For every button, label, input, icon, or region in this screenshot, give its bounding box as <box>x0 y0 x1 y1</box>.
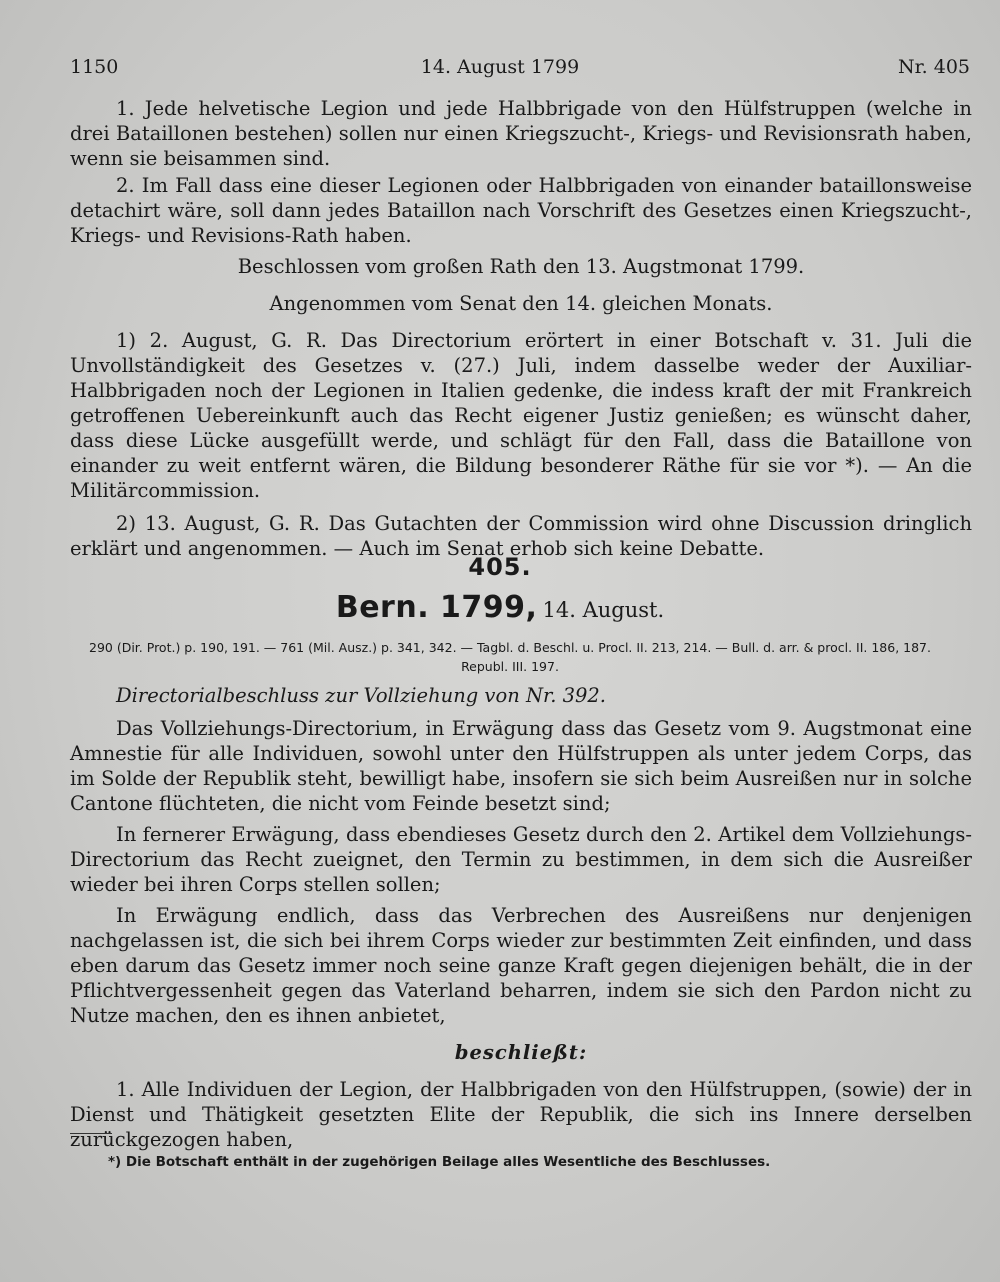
decree-article-1: 1. Alle Individuen der Legion, der Halbbrigaden von den Hülfstruppen, (sowie) der in Dienst und Thätigkeit gesetzten Elite der Republik, die sich ins Innere derselben zurückgezogen haben, <box>70 1078 972 1151</box>
decree-paragraph-1: Das Vollziehungs-Directorium, in Erwägung dass das Gesetz vom 9. Augstmonat eine Amnestie für alle Individuen, sowohl unter den Hülfstruppen als unter jedem Corps, das im Solde der Republik steht, bewilligt habe, insofern sie sich beim Ausreißen nur in solche Cantone flüchteten, die nicht vom Feinde besetzt sind; <box>70 717 972 815</box>
decree-paragraph-3: In Erwägung endlich, dass das Verbrechen des Ausreißens nur denjenigen nachgelassen ist, die sich bei ihrem Corps wieder zur bestimmten Zeit einfinden, und dass eben darum das Gesetz immer noch seine ganze Kraft gegen diejenigen behält, die in der Pflichtvergessenheit gegen das Vaterland beharren, indem sie sich den Pardon nicht zu Nutze machen, den es ihnen anbietet, <box>70 904 972 1027</box>
continued-law-text <box>70 96 972 561</box>
note-1: 1) 2. August, G. R. Das Directorium erörtert in einer Botschaft v. 31. Juli die Unvollständigkeit des Gesetzes v. (27.) Juli, indem dasselbe weder der Auxiliar-Halbbrigaden noch der Legionen in Italien gedenke, die indess kraft der mit Frankreich getroffenen Uebereinkunft auch das Recht eigener Justiz genießen; es wünscht daher, dass diese Lücke ausgefüllt werde, und schlägt für den Fall, dass die Bataillone von einander zu weit entfernt wären, die Bildung besonderer Räthe für sie vor *). — An die Militärcommission. <box>70 329 972 502</box>
decision-great-council: Beschlossen vom großen Rath den 13. Augstmonat 1799. <box>237 255 805 278</box>
decree-text <box>70 683 972 1152</box>
page-number: 1150 <box>70 56 119 78</box>
source-references-line-2: Republ. III. 197. <box>461 659 559 674</box>
running-header-date: 14. August 1799 <box>420 56 580 78</box>
source-references-line-1: 290 (Dir. Prot.) p. 190, 191. — 761 (Mil. Ausz.) p. 341, 342. — Tagbl. d. Beschl. u. Procl. II. 213, 214. — Bull. d. arr. & procl. II. 186, 187. <box>89 640 931 655</box>
article-2: 2. Im Fall dass eine dieser Legionen oder Halbbrigaden von einander bataillonsweise detachirt wäre, soll dann jedes Bataillon nach Vorschrift des Gesetzes einen Kriegszucht-, Kriegs- und Revisions-Rath haben. <box>70 174 972 247</box>
note-2: 2) 13. August, G. R. Das Gutachten der Commission wird ohne Discussion dringlich erklärt und angenommen. — Auch im Senat erhob sich keine Debatte. <box>70 512 972 560</box>
resolves-heading: beschließt: <box>454 1041 588 1064</box>
article-1: 1. Jede helvetische Legion und jede Halbbrigade von den Hülfstruppen (welche in drei Bataillonen bestehen) sollen nur einen Kriegszucht-, Kriegs- und Revisionsrath haben, wenn sie beisammen sind. <box>70 97 972 170</box>
source-references <box>60 638 960 676</box>
section-date: 14. August. <box>542 598 665 622</box>
section-number: 405. <box>468 553 532 581</box>
footnote: *) Die Botschaft enthält in der zugehörigen Beilage alles Wesentliche des Beschlusses. <box>108 1154 771 1170</box>
entry-number: Nr. 405 <box>898 56 970 78</box>
decree-paragraph-2: In fernerer Erwägung, dass ebendieses Gesetz durch den 2. Artikel dem Vollziehungs-Directorium das Recht zueignet, den Termin zu bestimmen, in dem sich die Ausreißer wieder bei ihren Corps stellen sollen; <box>70 823 972 896</box>
place-year: Bern. 1799, <box>335 590 538 625</box>
footnote-rule <box>70 1133 112 1134</box>
decision-senate: Angenommen vom Senat den 14. gleichen Monats. <box>269 292 773 315</box>
decree-title: Directorialbeschluss zur Vollziehung von Nr. 392. <box>116 684 607 707</box>
place-date-line <box>0 590 1000 625</box>
